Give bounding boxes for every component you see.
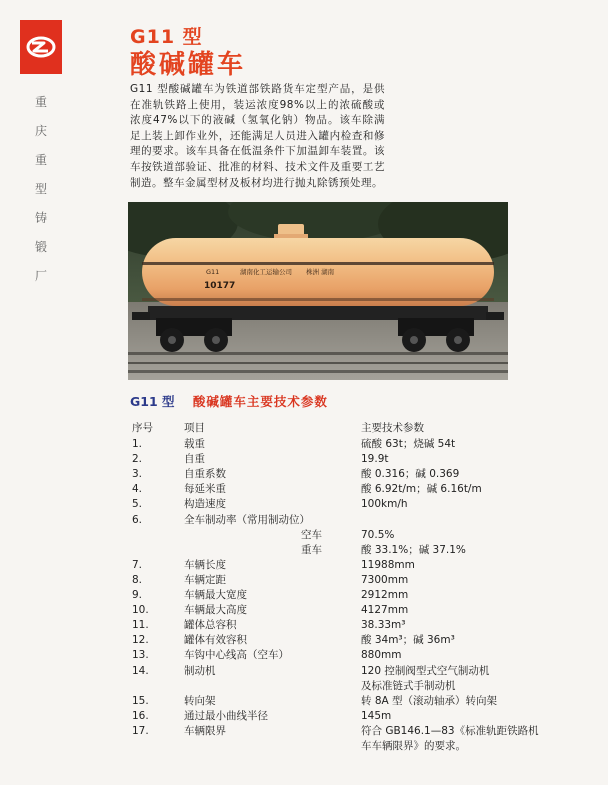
row-no: 5.	[132, 498, 143, 511]
company-name-vertical	[30, 88, 52, 291]
table-row	[0, 723, 608, 739]
company-logo	[20, 20, 62, 74]
row-item: 构造速度	[184, 498, 226, 511]
table-row	[0, 481, 608, 497]
company-name-char: 铸	[34, 211, 47, 225]
table-row	[0, 572, 608, 588]
header-value: 主要技术参数	[361, 422, 424, 434]
company-name-char: 锻	[34, 240, 47, 254]
row-item: 自重系数	[184, 468, 226, 481]
row-item: 车辆最大高度	[184, 604, 247, 617]
row-no: 17.	[132, 724, 149, 737]
row-item: 全车制动率（常用制动位）	[184, 513, 310, 526]
row-value: 2912mm	[361, 589, 409, 601]
params-header-row	[0, 420, 608, 436]
row-value: 19.9t	[361, 453, 389, 466]
table-row	[0, 542, 608, 558]
row-value: 7300mm	[361, 573, 409, 586]
table-row	[0, 451, 608, 467]
row-no: 9.	[132, 589, 143, 601]
row-item: 通过最小曲线半径	[184, 709, 268, 722]
table-row	[0, 693, 608, 709]
row-item: 载重	[184, 438, 205, 450]
row-value: 145m	[361, 709, 392, 722]
row-item: 车辆限界	[184, 724, 226, 737]
table-row	[0, 466, 608, 482]
row-no: 10.	[132, 604, 149, 617]
row-item: 车辆长度	[184, 558, 226, 571]
row-item: 车钩中心线高（空车）	[184, 649, 289, 662]
row-value: 符合 GB146.1—83《标准轨距铁路机	[361, 724, 539, 737]
tank-label-model: G11	[206, 268, 220, 276]
tank-car-illustration	[128, 202, 508, 380]
row-item: 罐体有效容积	[184, 634, 247, 647]
row-value: 100km/h	[361, 498, 408, 511]
model-title: G11 型	[130, 26, 203, 48]
row-value: 车车辆限界》的要求。	[361, 740, 466, 752]
row-no: 8.	[132, 573, 143, 586]
page-title: 酸碱罐车	[130, 50, 247, 80]
company-name-char: 重	[34, 95, 47, 109]
table-row	[0, 663, 608, 679]
row-value: 酸 0.316；碱 0.369	[361, 468, 460, 481]
row-item: 自重	[184, 453, 205, 466]
row-no: 4.	[132, 483, 143, 496]
row-value: 酸 33.1%；碱 37.1%	[361, 543, 466, 556]
row-no: 11.	[132, 619, 149, 632]
tank-label-city: 株洲 湖南	[306, 268, 335, 276]
row-item: 罐体总容积	[184, 619, 237, 632]
row-value: 4127mm	[361, 604, 409, 617]
row-value: 酸 6.92t/m；碱 6.16t/m	[361, 483, 482, 496]
company-name-char: 厂	[34, 269, 47, 283]
row-no: 15.	[132, 694, 149, 707]
row-item: 空车	[301, 528, 322, 541]
table-row	[0, 602, 608, 618]
company-name-char: 重	[34, 153, 47, 167]
row-no: 14.	[132, 664, 149, 677]
tank-label-company: 湖南化工运输公司	[240, 268, 292, 276]
table-row	[0, 436, 608, 452]
table-row	[0, 647, 608, 663]
row-value: 及标准链式手制动机	[361, 679, 456, 692]
table-row	[0, 678, 608, 694]
row-no: 7.	[132, 558, 143, 571]
row-value: 38.33m³	[361, 619, 406, 632]
table-row	[0, 738, 608, 754]
table-row	[0, 632, 608, 648]
row-no: 6.	[132, 513, 143, 526]
row-value: 酸 34m³；碱 36m³	[361, 634, 455, 647]
company-logo-icon	[20, 20, 62, 74]
table-row	[0, 617, 608, 633]
row-no: 12.	[132, 634, 149, 647]
company-name-char: 庆	[34, 124, 47, 138]
row-no: 13.	[132, 649, 149, 662]
intro-paragraph: G11 型酸碱罐车为铁道部铁路货车定型产品，是供在准轨铁路上使用，装运浓度98%以上的浓硫酸或浓度47%以下的液碱（氢氧化钠）物品。该车除满足上装上卸作业外，还能满足人员进入罐内检查和修理的要求。该车具备在低温条件下加温卸车装置。该车按铁道部验证、批准的材料、技术文件及重要工艺制造。整车金属型材及板材均进行抛丸除锈预处理。	[130, 83, 385, 189]
row-value: 120 控制阀型式空气制动机	[361, 664, 490, 677]
params-section-title	[130, 392, 328, 410]
row-item: 每延米重	[184, 483, 226, 496]
params-title-model: G11 型	[130, 394, 175, 409]
table-row	[0, 496, 608, 512]
row-item: 制动机	[184, 664, 216, 677]
row-no: 3.	[132, 468, 143, 481]
params-title-name: 酸碱罐车主要技术参数	[192, 394, 328, 409]
row-no: 1.	[132, 438, 143, 450]
row-value: 880mm	[361, 649, 402, 662]
header-item: 项目	[184, 422, 205, 434]
row-value: 转 8A 型（滚动轴承）转向架	[361, 694, 498, 707]
row-item: 车辆定距	[184, 573, 226, 586]
table-row	[0, 708, 608, 724]
row-item: 重车	[301, 543, 322, 556]
row-item: 转向架	[184, 694, 216, 707]
row-value: 11988mm	[361, 558, 415, 571]
row-item: 车辆最大宽度	[184, 589, 247, 601]
row-value: 70.5%	[361, 528, 395, 541]
company-name-char: 型	[34, 182, 47, 196]
tank-number: 10177	[204, 281, 236, 291]
table-row	[0, 527, 608, 543]
tank-car-photo	[128, 202, 508, 380]
table-row	[0, 557, 608, 573]
row-value: 硫酸 63t；烧碱 54t	[361, 438, 456, 450]
row-no: 2.	[132, 453, 143, 466]
table-row	[0, 512, 608, 528]
header-no: 序号	[132, 422, 153, 434]
table-row	[0, 587, 608, 603]
row-no: 16.	[132, 709, 149, 722]
